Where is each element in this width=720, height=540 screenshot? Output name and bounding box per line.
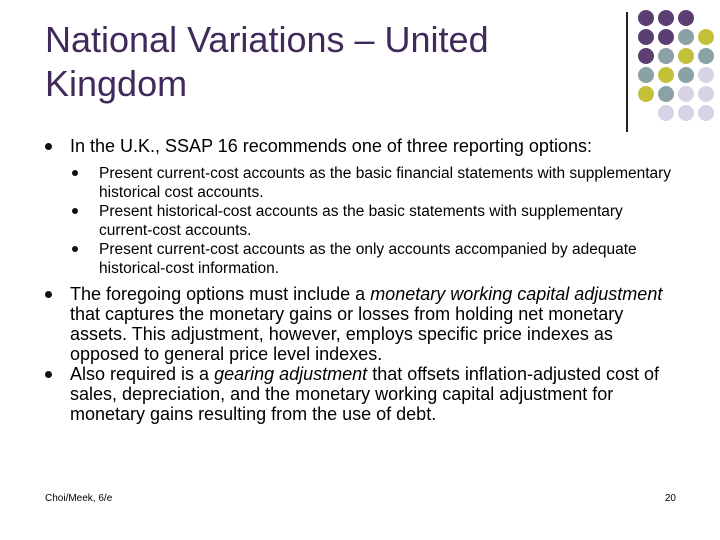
bullet-2-text-start: The foregoing options must include a bbox=[70, 284, 371, 304]
slide-title: National Variations – United Kingdom bbox=[45, 19, 489, 104]
decorative-dot bbox=[658, 29, 674, 45]
bullet-dot-icon bbox=[72, 246, 78, 252]
sub-bullet-1 bbox=[45, 164, 675, 202]
bullet-2 bbox=[45, 284, 675, 364]
decorative-dot bbox=[678, 48, 694, 64]
bullet-3-text-end: that offsets inflation-adjusted cost of sales, depreciation, and the monetary working capital adjustment for monetary gains resulting from the use of debt. bbox=[70, 364, 660, 424]
decorative-dot bbox=[658, 105, 674, 121]
sub-bullet-2-text: Present historical-cost accounts as the basic statements with supplementary current-cost accounts. bbox=[99, 203, 623, 239]
bullet-dot-icon bbox=[45, 371, 52, 378]
sub-bullet-1-text: Present current-cost accounts as the basic financial statements with supplementary historical cost accounts. bbox=[99, 165, 672, 201]
bullet-3 bbox=[45, 364, 675, 424]
decorative-dot bbox=[698, 67, 714, 83]
sub-bullet-3 bbox=[45, 240, 675, 278]
decorative-dot bbox=[678, 10, 694, 26]
footer-source: Choi/Meek, 6/e bbox=[45, 493, 113, 504]
bullet-dot-icon bbox=[45, 143, 52, 150]
bullet-dot-icon bbox=[45, 291, 52, 298]
bullet-2-emphasis: monetary working capital adjustment bbox=[370, 284, 663, 304]
decorative-dot bbox=[678, 86, 694, 102]
bullet-1-text: In the U.K., SSAP 16 recommends one of three reporting options: bbox=[70, 136, 592, 156]
decorative-dot bbox=[678, 29, 694, 45]
sub-bullet-2 bbox=[45, 202, 675, 240]
decorative-dot bbox=[658, 86, 674, 102]
decorative-dot bbox=[678, 105, 694, 121]
slide-content bbox=[45, 136, 675, 424]
bullet-2-text-end: that captures the monetary gains or losses from holding net monetary assets. This adjustment, however, employs specific price indexes as opposed to general price level indexes. bbox=[70, 304, 624, 364]
decorative-dot bbox=[698, 105, 714, 121]
page-number: 20 bbox=[664, 493, 676, 504]
bullet-dot-icon bbox=[72, 170, 78, 176]
bullet-3-emphasis: gearing adjustment bbox=[214, 364, 368, 384]
decorative-dot bbox=[698, 29, 714, 45]
decorative-dot bbox=[638, 86, 654, 102]
decorative-dot bbox=[678, 67, 694, 83]
decorative-dot bbox=[658, 67, 674, 83]
sub-bullet-3-text: Present current-cost accounts as the only accounts accompanied by adequate historical-cost information. bbox=[99, 241, 637, 277]
bullet-3-text-start: Also required is a bbox=[70, 364, 215, 384]
decorative-dot bbox=[658, 10, 674, 26]
decorative-dot bbox=[638, 10, 654, 26]
decorative-dot bbox=[698, 48, 714, 64]
decorative-dot bbox=[658, 48, 674, 64]
decorative-dot bbox=[638, 67, 654, 83]
bullet-dot-icon bbox=[72, 208, 78, 214]
bullet-1 bbox=[45, 136, 675, 156]
decorative-dot bbox=[698, 86, 714, 102]
decorative-dot bbox=[638, 29, 654, 45]
decorative-dot bbox=[638, 48, 654, 64]
bullet-1-sublist bbox=[45, 164, 675, 278]
